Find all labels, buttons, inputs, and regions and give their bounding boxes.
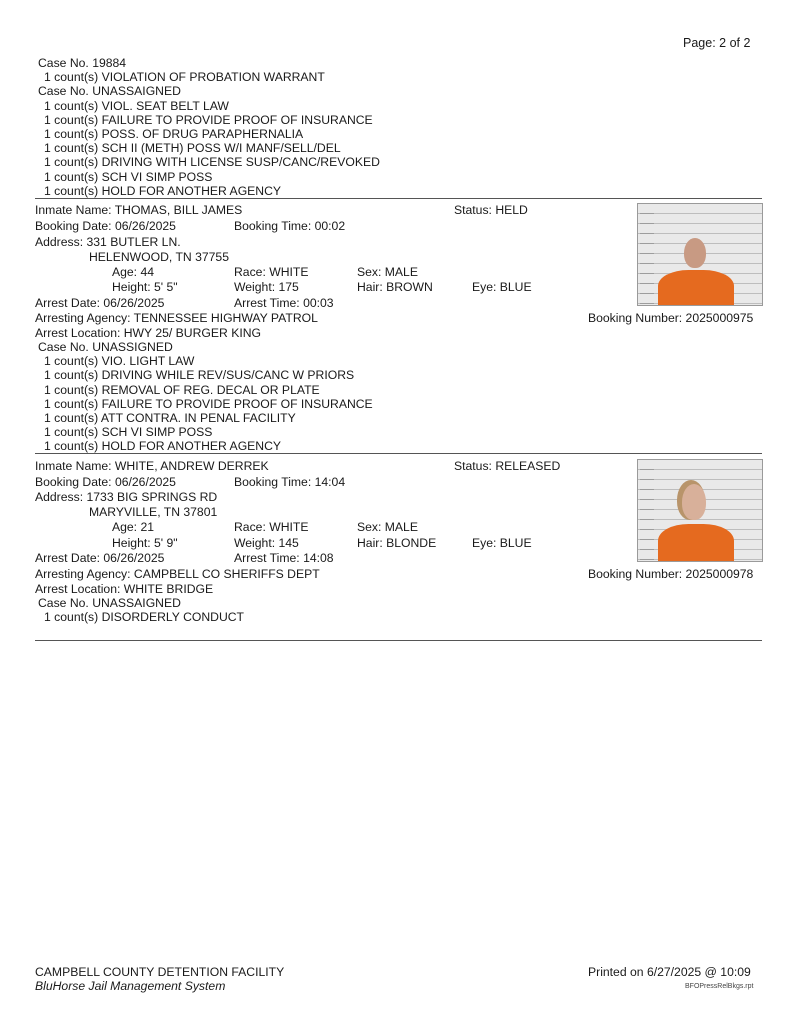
charge-count: 1 count(s) FAILURE TO PROVIDE PROOF OF INSURANCE [44,396,373,411]
age: Age: 21 [112,520,155,534]
arrest-location: Arrest Location: HWY 25/ BURGER KING [35,326,261,340]
inmate-name: Inmate Name: THOMAS, BILL JAMES [35,203,243,217]
booking-time: Booking Time: 00:02 [234,219,346,233]
weight: Weight: 145 [234,536,299,550]
race: Race: WHITE [234,520,309,534]
height: Height: 5' 5" [112,280,178,294]
system-name: BluHorse Jail Management System [35,979,226,993]
charge-count: 1 count(s) VIOL. SEAT BELT LAW [44,98,229,113]
age: Age: 44 [112,265,155,279]
eye: Eye: BLUE [472,536,532,550]
booking-date: Booking Date: 06/26/2025 [35,219,176,233]
eye: Eye: BLUE [472,280,532,294]
booking-date: Booking Date: 06/26/2025 [35,475,176,489]
charge-count: 1 count(s) REMOVAL OF REG. DECAL OR PLATE [44,382,320,397]
section-divider [35,453,762,454]
mugshot-photo [637,459,763,562]
report-filename: BFOPressRelBkgs.rpt [685,983,754,990]
height: Height: 5' 9" [112,536,178,550]
carryover-charges [38,56,380,198]
arrest-time: Arrest Time: 14:08 [234,551,334,565]
address-line-2: HELENWOOD, TN 37755 [89,250,229,264]
arrest-location: Arrest Location: WHITE BRIDGE [35,582,214,596]
charge-count: 1 count(s) SCH VI SIMP POSS [44,169,213,184]
charge-count: 1 count(s) VIO. LIGHT LAW [44,354,195,369]
page-number: Page: 2 of 2 [683,36,751,50]
charge-count: 1 count(s) DISORDERLY CONDUCT [44,610,245,625]
hair: Hair: BROWN [357,280,433,294]
charge-count: 1 count(s) DRIVING WITH LICENSE SUSP/CANC/REVOKED [44,155,380,170]
weight: Weight: 175 [234,280,299,294]
race: Race: WHITE [234,265,309,279]
charge-count: 1 count(s) HOLD FOR ANOTHER AGENCY [44,439,282,454]
charge-count: 1 count(s) DRIVING WHILE REV/SUS/CANC W PRIORS [44,368,355,383]
status-label: Status: RELEASED [454,459,561,473]
hair: Hair: BLONDE [357,536,437,550]
address-line-2: MARYVILLE, TN 37801 [89,505,218,519]
status-label: Status: HELD [454,203,528,217]
booking-number: Booking Number: 2025000978 [588,567,754,581]
mugshot-photo [637,203,763,306]
charges-list [38,596,244,624]
charge-count: 1 count(s) VIOLATION OF PROBATION WARRANT [44,70,325,85]
arresting-agency: Arresting Agency: TENNESSEE HIGHWAY PATROL [35,311,318,325]
charge-count: 1 count(s) SCH VI SIMP POSS [44,425,213,440]
sex: Sex: MALE [357,520,418,534]
booking-number: Booking Number: 2025000975 [588,311,754,325]
booking-time: Booking Time: 14:04 [234,475,346,489]
charge-count: 1 count(s) ATT CONTRA. IN PENAL FACILITY [44,410,296,425]
charge-count: 1 count(s) HOLD FOR ANOTHER AGENCY [44,183,282,198]
sex: Sex: MALE [357,265,418,279]
printed-timestamp: Printed on 6/27/2025 @ 10:09 [588,965,751,979]
facility-name: CAMPBELL COUNTY DETENTION FACILITY [35,965,285,979]
arrest-date: Arrest Date: 06/26/2025 [35,296,165,310]
arrest-time: Arrest Time: 00:03 [234,296,334,310]
section-divider [35,198,762,199]
case-number: Case No. UNASSAIGNED [38,84,181,99]
arrest-date: Arrest Date: 06/26/2025 [35,551,165,565]
charge-count: 1 count(s) POSS. OF DRUG PARAPHERNALIA [44,126,304,141]
charge-count: 1 count(s) FAILURE TO PROVIDE PROOF OF INSURANCE [44,112,373,127]
arresting-agency: Arresting Agency: CAMPBELL CO SHERIFFS DEPT [35,567,320,581]
charges-list [38,340,373,454]
charge-count: 1 count(s) SCH II (METH) POSS W/I MANF/SELL/DEL [44,141,341,156]
case-number: Case No. UNASSIGNED [38,340,173,354]
section-divider [35,640,762,641]
address-line-1: Address: 1733 BIG SPRINGS RD [35,490,218,504]
footer-left [35,965,284,993]
inmate-name: Inmate Name: WHITE, ANDREW DERREK [35,459,269,473]
case-number: Case No. UNASSAIGNED [38,596,181,610]
address-line-1: Address: 331 BUTLER LN. [35,235,181,249]
case-number: Case No. 19884 [38,56,127,70]
